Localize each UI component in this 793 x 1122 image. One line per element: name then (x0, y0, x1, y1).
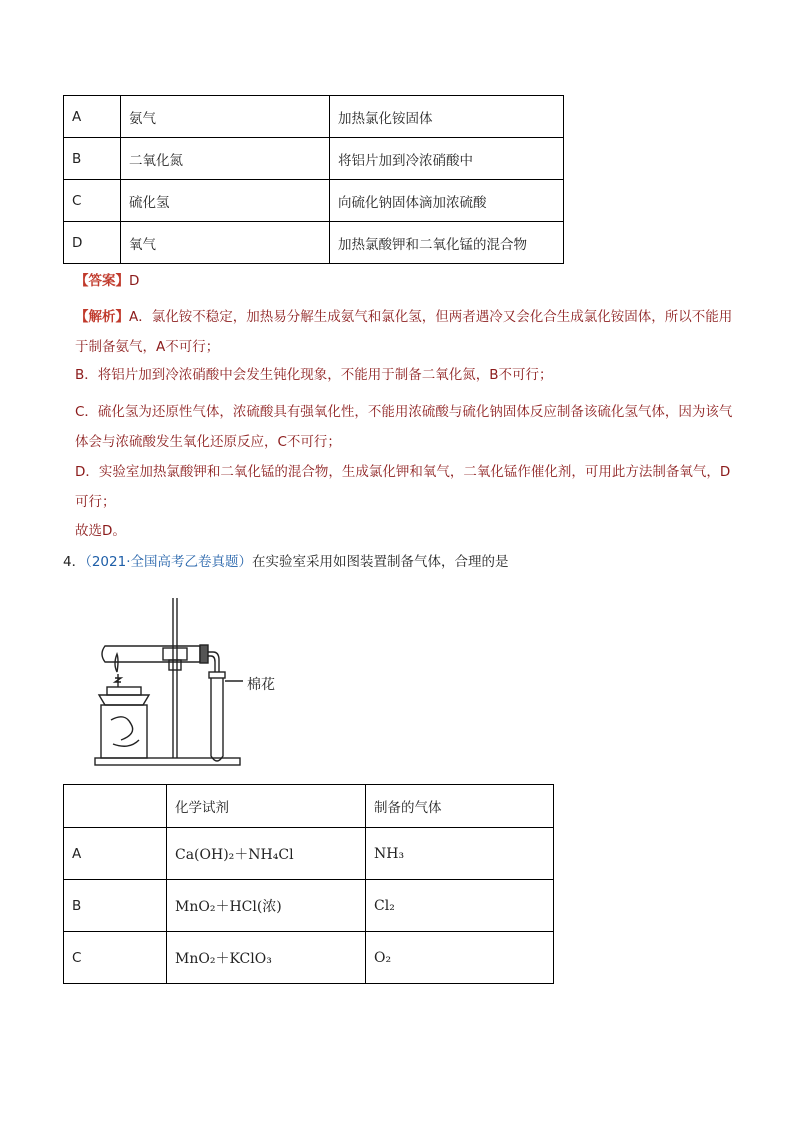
apparatus-figure (85, 594, 325, 769)
table-cell: C (64, 180, 121, 222)
table-row (64, 880, 554, 932)
gas-cell: NH₃ (366, 828, 554, 880)
lamp-liquid (111, 717, 139, 746)
table-header-cell (64, 785, 167, 828)
table-cell: 氨气 (121, 96, 330, 138)
flame (115, 654, 118, 672)
table-row (64, 828, 554, 880)
analysis-d: D．实验室加热氯酸钾和二氧化锰的混合物，生成氯化钾和氧气，二氧化锰作催化剂，可用此方法制备氧气，D可行； (75, 464, 731, 510)
gas-cell: O₂ (366, 932, 554, 984)
lamp-cap (107, 687, 141, 695)
analysis-conclusion: 故选D。 (75, 523, 126, 539)
clamp (163, 648, 187, 660)
gas-preparation-table-2 (63, 784, 554, 984)
table-cell: B (64, 138, 121, 180)
answer-line (75, 271, 735, 291)
analysis-tag: 【解析】 (75, 309, 129, 325)
table-cell: 加热氯化铵固体 (330, 96, 564, 138)
analysis-c: C．硫化氢为还原性气体，浓硫酸具有强氧化性，不能用浓硫酸与硫化钠固体反应制备该硫化氢气体，因为该气体会与浓硫酸发生氧化还原反应，C不可行； (75, 404, 733, 450)
table-cell: 二氧化氮 (121, 138, 330, 180)
cotton-label: 棉花 (247, 677, 275, 693)
table-cell: D (64, 222, 121, 264)
option-cell: C (64, 932, 167, 984)
option-cell: A (64, 828, 167, 880)
question-number: 4． (63, 554, 86, 570)
option-cell: B (64, 880, 167, 932)
reagent-cell: MnO₂＋KClO₃ (167, 932, 366, 984)
analysis-a-text: A．氯化铵不稳定，加热易分解生成氨气和氯化氢，但两者遇冷又会化合生成氯化铵固体，所以不能用于制备氨气，A不可行； (75, 309, 733, 355)
analysis-a (75, 302, 735, 362)
table-cell: A (64, 96, 121, 138)
delivery-tube (208, 652, 219, 674)
stopper (200, 645, 208, 663)
table-header-row (64, 785, 554, 828)
question-source: （2021·全国高考乙卷真题） (85, 554, 252, 570)
analysis-b: B．将铝片加到冷浓硝酸中会发生钝化现象，不能用于制备二氧化氮，B不可行； (75, 367, 553, 383)
table-header-cell: 制备的气体 (366, 785, 554, 828)
table-cell: 硫化氢 (121, 180, 330, 222)
table-cell: 加热氯酸钾和二氧化锰的混合物 (330, 222, 564, 264)
table-cell: 向硫化钠固体滴加浓硫酸 (330, 180, 564, 222)
table-row (64, 96, 564, 138)
table-row (64, 932, 554, 984)
gas-cell: Cl₂ (366, 880, 554, 932)
question-4 (63, 552, 723, 572)
cotton (209, 672, 225, 678)
reagent-cell: MnO₂＋HCl(浓) (167, 880, 366, 932)
gas-preparation-table-1 (63, 95, 564, 264)
table-header-cell: 化学试剂 (167, 785, 366, 828)
answer-tag: 【答案】 (75, 273, 129, 289)
reagent-cell: Ca(OH)₂＋NH₄Cl (167, 828, 366, 880)
collecting-tube (211, 676, 223, 761)
table-cell: 氧气 (121, 222, 330, 264)
table-cell: 将铝片加到冷浓硝酸中 (330, 138, 564, 180)
table-row (64, 180, 564, 222)
lamp-body (101, 705, 147, 758)
lamp-neck (99, 695, 149, 705)
table-row (64, 138, 564, 180)
answer-value: D (129, 273, 140, 289)
table-row (64, 222, 564, 264)
question-stem: 在实验室采用如图装置制备气体，合理的是 (252, 554, 509, 570)
